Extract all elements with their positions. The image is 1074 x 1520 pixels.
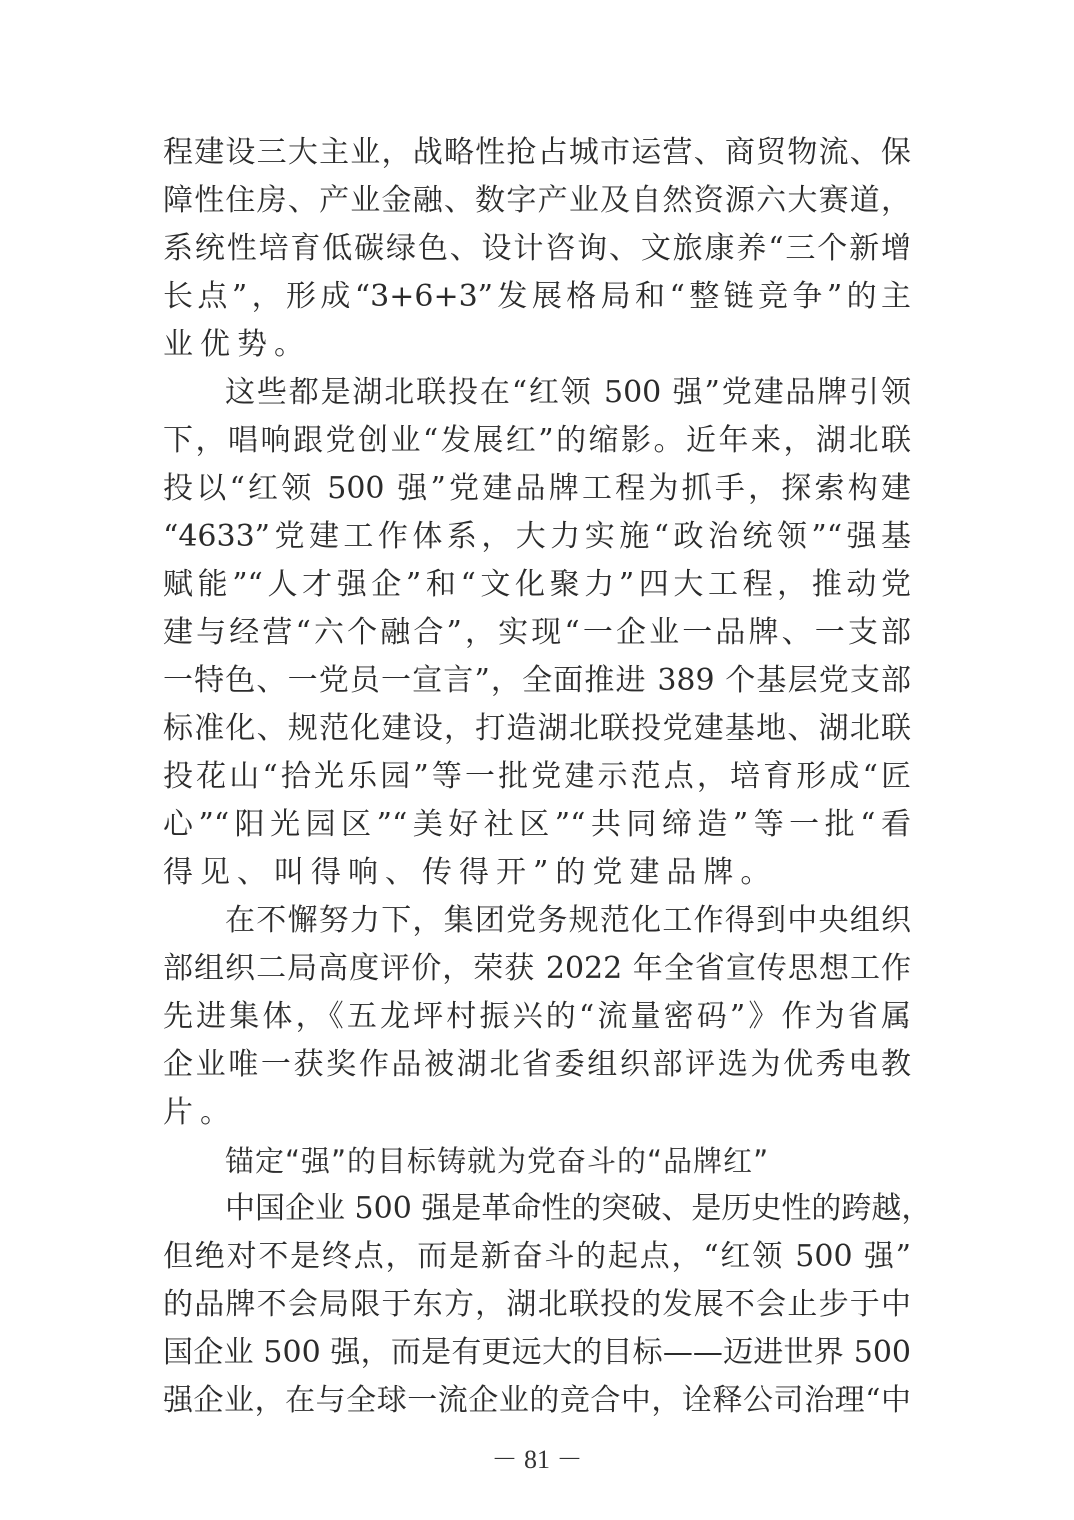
paragraph-1-line-4: 长点”，形成“3+6+3”发展格局和“整链竞争”的主 xyxy=(163,279,911,314)
paragraph-4-line-3: 的品牌不会局限于东方，湖北联投的发展不会止步于中 xyxy=(163,1287,911,1322)
paragraph-2-line-3: 投以“红领 500 强”党建品牌工程为抓手，探索构建 xyxy=(163,471,911,506)
paragraph-3-line-3: 先进集体，《五龙坪村振兴的“流量密码”》作为省属 xyxy=(163,999,911,1034)
paragraph-1-line-5: 业优势。 xyxy=(163,327,311,362)
paragraph-2-line-5: 赋能”“人才强企”和“文化聚力”四大工程，推动党 xyxy=(163,567,911,602)
paragraph-4-line-1: 中国企业 500 强是革命性的突破、是历史性的跨越， xyxy=(225,1191,932,1226)
paragraph-3-line-2: 部组织二局高度评价，荣获 2022 年全省宣传思想工作 xyxy=(163,951,911,986)
paragraph-3-line-5: 片。 xyxy=(163,1095,237,1130)
paragraph-2-line-7: 一特色、一党员一宣言”，全面推进 389 个基层党支部 xyxy=(163,663,911,698)
paragraph-3-line-4: 企业唯一获奖作品被湖北省委组织部评选为优秀电教 xyxy=(163,1047,911,1082)
paragraph-4-line-2: 但绝对不是终点，而是新奋斗的起点，“红领 500 强” xyxy=(163,1239,911,1274)
paragraph-3-line-1: 在不懈努力下，集团党务规范化工作得到中央组织 xyxy=(225,903,911,938)
paragraph-2-line-9: 投花山“拾光乐园”等一批党建示范点，培育形成“匠 xyxy=(163,759,911,794)
paragraph-4-line-4: 国企业 500 强，而是有更远大的目标——迈进世界 500 xyxy=(163,1335,911,1370)
paragraph-1-line-2: 障性住房、产业金融、数字产业及自然资源六大赛道， xyxy=(163,183,911,218)
paragraph-2-line-2: 下，唱响跟党创业“发展红”的缩影。近年来，湖北联 xyxy=(163,423,911,458)
paragraph-4-line-5: 强企业，在与全球一流企业的竞合中，诠释公司治理“中 xyxy=(163,1383,911,1418)
paragraph-1-line-1: 程建设三大主业，战略性抢占城市运营、商贸物流、保 xyxy=(163,135,911,170)
paragraph-1-line-3: 系统性培育低碳绿色、设计咨询、文旅康养“三个新增 xyxy=(163,231,911,266)
page-number: － 81 － xyxy=(491,1445,583,1474)
paragraph-2-line-1: 这些都是湖北联投在“红领 500 强”党建品牌引领 xyxy=(225,375,911,410)
section-heading: 锚定“强”的目标铸就为党奋斗的“品牌红” xyxy=(225,1144,770,1178)
paragraph-2-line-11: 得见、叫得响、传得开”的党建品牌。 xyxy=(163,855,778,890)
paragraph-2-line-4: “4633”党建工作体系，大力实施“政治统领”“强基 xyxy=(163,519,911,554)
paragraph-2-line-6: 建与经营“六个融合”，实现“一企业一品牌、一支部 xyxy=(163,615,911,650)
paragraph-2-line-10: 心”“阳光园区”“美好社区”“共同缔造”等一批“看 xyxy=(163,807,911,842)
paragraph-2-line-8: 标准化、规范化建设，打造湖北联投党建基地、湖北联 xyxy=(163,711,911,746)
